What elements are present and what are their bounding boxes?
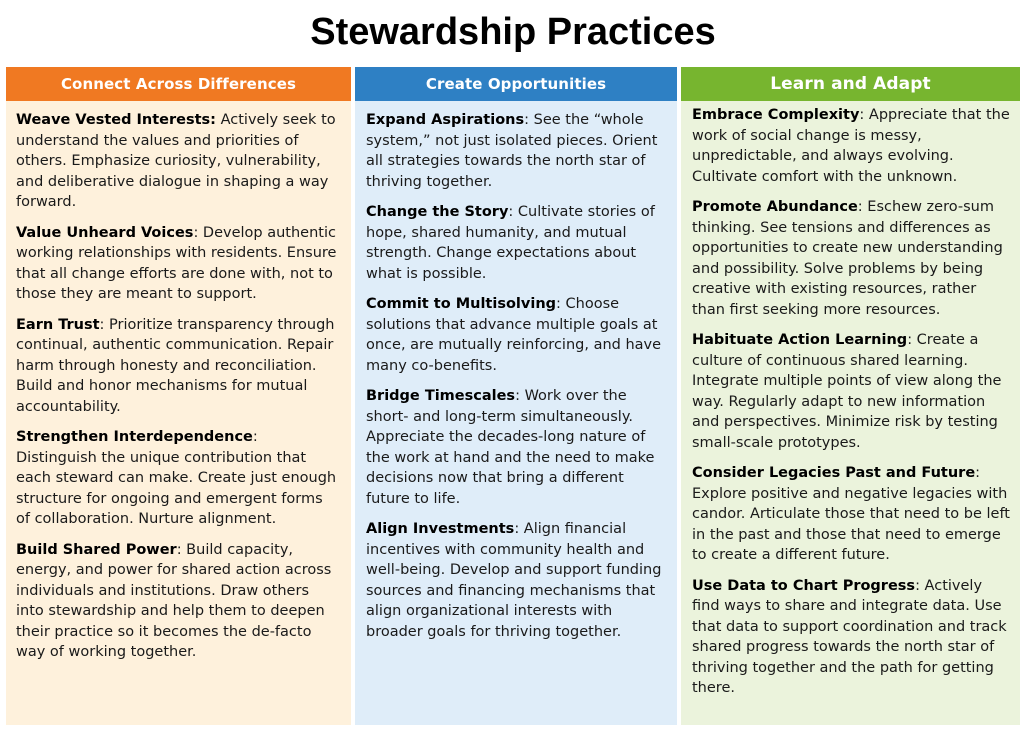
practice-description: : Develop authentic working relationships with residents. Ensure that all change efforts are done with, not to those they are meant to support. [16, 224, 337, 302]
practice-description: : Align financial incentives with community health and well-being. Develop and support funding sources and financing mechanisms that align organizational interests with broader goals for thriving together. [366, 521, 662, 640]
practice-term: Habituate Action Learning [692, 332, 908, 348]
practice-embrace-complexity [692, 105, 1012, 187]
column-body-connect [6, 101, 351, 725]
column-body-learn [681, 101, 1020, 725]
practice-term: Earn Trust [16, 316, 100, 333]
practice-description: : Choose solutions that advance multiple goals at once, are mutually reinforcing, and have many co-benefits. [366, 296, 662, 374]
column-header-connect: Connect Across Differences [6, 67, 351, 101]
page-title: Stewardship Practices [310, 11, 716, 53]
practice-description: : Eschew zero-sum thinking. See tensions and differences as opportunities to create new understanding and possibility. Solve problems by being creative with existing resources, rather than first seeking more resources. [692, 199, 1003, 318]
column-header-create: Create Opportunities [355, 67, 677, 101]
practice-use-data-to-chart-progress [692, 576, 1012, 699]
practice-term: Bridge Timescales [366, 388, 516, 404]
practice-description: : Actively find ways to share and integrate data. Use that data to support coordination and track shared progress towards the north star of thriving together and the path for getting there. [692, 577, 1007, 696]
practice-promote-abundance [692, 197, 1012, 320]
practice-build-shared-power [16, 540, 341, 663]
practice-expand-aspirations [366, 110, 669, 192]
practice-term: Promote Abundance [692, 199, 858, 215]
practice-description: : Explore positive and negative legacies with candor. Articulate those that need to be left in the past and those that need to emerge to create a different future. [692, 465, 1010, 563]
practice-term: Strengthen Interdependence [16, 429, 253, 445]
practice-description: : Create a culture of continuous shared learning. Integrate multiple points of view along the way. Regularly adapt to new information and perspectives. Minimize risk by testing small-scale prototypes. [692, 332, 1002, 451]
practice-change-the-story [366, 202, 669, 284]
practice-term: Change the Story [366, 204, 509, 220]
practice-commit-to-multisolving [366, 294, 669, 376]
practice-term: Weave Vested Interests: [16, 112, 216, 128]
column-create-opportunities [355, 67, 677, 725]
practice-strengthen-interdependence [16, 427, 341, 530]
column-connect-across-differences [6, 67, 351, 725]
practice-description: : Distinguish the unique contribution that each steward can make. Create just enough structure for ongoing and emergent forms of collaboration. Nurture alignment. [16, 429, 337, 527]
practice-consider-legacies [692, 463, 1012, 566]
practice-description: : Work over the short- and long-term simultaneously. Appreciate the decades-long nature of the work at hand and the need to make decisions now that bring a different future to life. [366, 388, 655, 507]
practice-description: Actively seek to understand the values and priorities of others. Emphasize curiosity, vulnerability, and deliberative dialogue in shaping a way forward. [16, 112, 336, 210]
practice-term: Expand Aspirations [366, 112, 525, 128]
practice-description: : Prioritize transparency through continual, authentic communication. Repair harm through honesty and reconciliation. Build and honor mechanisms for mutual accountability. [16, 316, 335, 415]
practices-columns [6, 67, 1020, 725]
practice-bridge-timescales [366, 386, 669, 509]
practice-description: : Appreciate that the work of social change is messy, unpredictable, and always evolving. Cultivate comfort with the unknown. [692, 107, 1010, 185]
practice-term: Build Shared Power [16, 541, 177, 558]
practice-term: Embrace Complexity [692, 107, 860, 123]
column-learn-and-adapt [681, 67, 1020, 725]
practice-term: Use Data to Chart Progress [692, 577, 916, 594]
practice-description: : See the “whole system,” not just isolated pieces. Orient all strategies towards the north star of thriving together. [366, 112, 658, 190]
practice-weave-vested-interests [16, 110, 341, 213]
practice-earn-trust [16, 315, 341, 418]
practice-term: Consider Legacies Past and Future [692, 465, 976, 481]
practice-description: : Build capacity, energy, and power for shared action across individuals and institutions. Draw others into stewardship and help them to deepen their practice so it becomes the de-facto way of working together. [16, 541, 332, 660]
practice-habituate-action-learning [692, 330, 1012, 453]
practice-value-unheard-voices [16, 223, 341, 305]
column-header-learn: Learn and Adapt [681, 67, 1020, 101]
practice-term: Align Investments [366, 521, 515, 537]
practice-term: Value Unheard Voices [16, 224, 194, 241]
column-body-create [355, 101, 677, 725]
practice-align-investments [366, 519, 669, 642]
practice-description: : Cultivate stories of hope, shared humanity, and mutual strength. Change expectations about what is possible. [366, 204, 655, 282]
practice-term: Commit to Multisolving [366, 296, 557, 312]
